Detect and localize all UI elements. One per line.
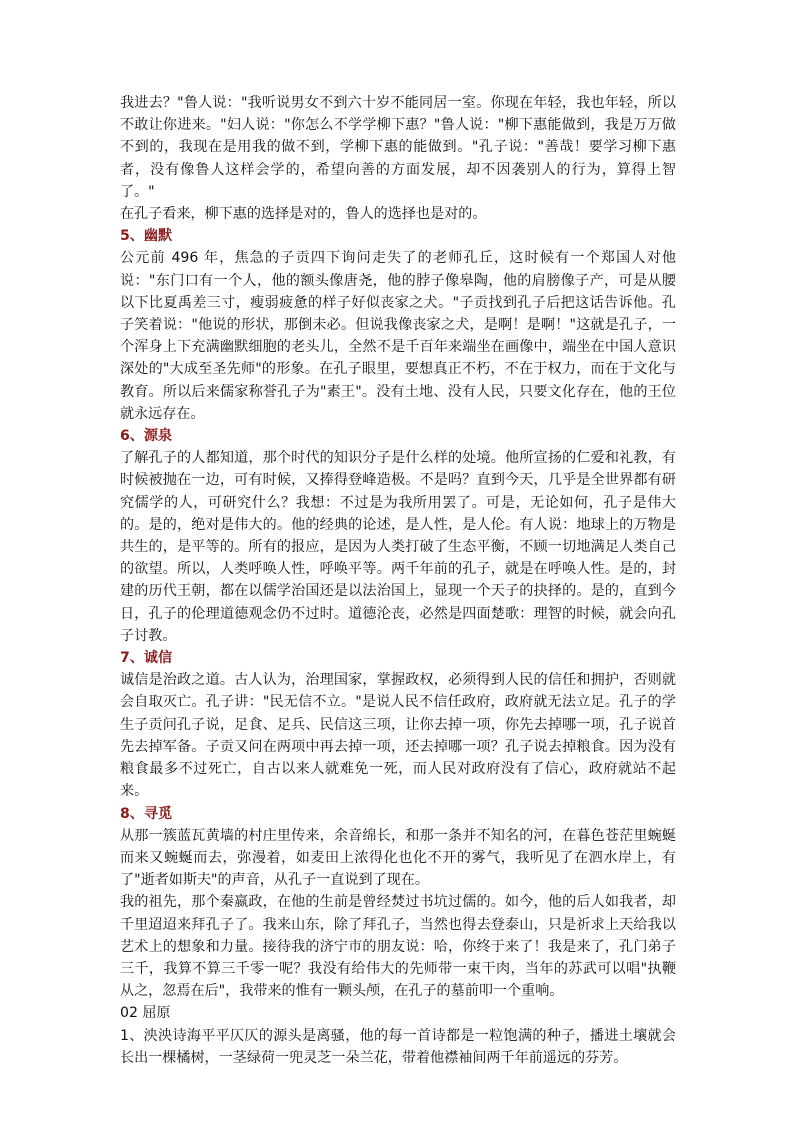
document-body — [120, 92, 676, 1069]
paragraph: 在孔子看来，柳下惠的选择是对的，鲁人的选择也是对的。 — [120, 206, 487, 223]
paragraph: 诚信是治政之道。古人认为，治理国家，掌握政权，必须得到人民的信任和拥护，否则就会自取灭亡。孔子讲："民无信不立。"是说人民不信任政府，政府就无法立足。孔子的学生子贡问孔子说，足食、足兵、民信这三项，让你去掉一项，你先去掉哪一项，孔子说首先去掉军备。子贡又问在两项中再去掉一项，还去掉哪一项？孔子说去掉粮食。因为没有粮食最多不过死亡，自古以来人就难免一死，而人民对政府没有了信心，政府就站不起来。 — [120, 672, 676, 800]
paragraph: 了解孔子的人都知道，那个时代的知识分子是什么样的处境。他所宣扬的仁爱和礼教，有时候被抛在一边，可有时候，又捧得登峰造极。不是吗？直到今天，几乎是全世界都有研究儒学的人，可研究什么？我想：不过是为我所用罢了。可是，无论如何，孔子是伟大的。是的，绝对是伟大的。他的经典的论述，是人性，是人伦。有人说：地球上的万物是共生的，是平等的。所有的报应，是因为人类打破了生态平衡，不顾一切地满足人类自己的欲望。所以，人类呼唤人性，呼唤平等。两千年前的孔子，就是在呼唤人性。是的，封建的历代王朝，都在以儒学治国还是以法治国上，显现一个天子的抉择的。是的，直到今日，孔子的伦理道德观念仍不过时。道德沦丧，必然是四面楚歌：理智的时候，就会向孔子讨教。 — [120, 450, 676, 644]
paragraph: 我进去？"鲁人说："我听说男女不到六十岁不能同居一室。你现在年轻，我也年轻，所以不敢让你进来。"妇人说："你怎么不学学柳下惠？"鲁人说："柳下惠能做到，我是万万做不到的，我现在是用我的做不到，学柳下惠的能做到。"孔子说："善哉！要学习柳下惠者，没有像鲁人这样会学的，希望向善的方面发展，却不因袭别人的行为，算得上智了。" — [120, 95, 676, 200]
section-heading: 5、幽默 — [120, 228, 173, 245]
section-heading: 7、诚信 — [120, 650, 173, 667]
chapter-heading: 02 屈原 — [120, 1005, 171, 1022]
section-heading: 8、寻觅 — [120, 805, 173, 822]
section-heading: 6、源泉 — [120, 428, 173, 445]
paragraph: 1、泱泱诗海平平仄仄的源头是离骚，他的每一首诗都是一粒饱满的种子，播进土壤就会长出一棵橘树，一茎绿荷一兜灵芝一朵兰花，带着他襟袖间两千年前遥远的芬芳。 — [120, 1027, 676, 1066]
paragraph: 我的祖先，那个秦嬴政，在他的生前是曾经焚过书坑过儒的。如今，他的后人如我者，却千里迢迢来拜孔子了。我来山东，除了拜孔子，当然也得去登泰山，只是祈求上天给我以艺术上的想象和力量。接待我的济宁市的朋友说：哈，你终于来了！我是来了，孔门弟子三千，我算不算三千零一呢？我没有给伟大的先师带一束干肉，当年的苏武可以唱"执鞭从之，忽焉在后"，我带来的惟有一颗头颅，在孔子的墓前叩一个重响。 — [120, 894, 676, 1000]
paragraph: 从那一簇蓝瓦黄墙的村庄里传来，余音绵长，和那一条并不知名的河，在暮色苍茫里蜿蜒而来又蜿蜒而去，弥漫着，如麦田上浓得化也化不开的雾气，我听见了在泗水岸上，有了"逝者如斯夫"的声音，从孔子一直说到了现在。 — [120, 827, 676, 889]
paragraph: 公元前 496 年，焦急的子贡四下询问走失了的老师孔丘，这时候有一个郑国人对他说："东门口有一个人，他的额头像唐尧，他的脖子像皋陶，他的肩膀像子产，可是从腰以下比夏禹差三寸，瘦弱疲惫的样子好似丧家之犬。"子贡找到孔子后把这话告诉他。孔子笑着说："他说的形状，那倒未必。但说我像丧家之犬，是啊！是啊！"这就是孔子，一个浑身上下充满幽默细胞的老头儿，全然不是千百年来端坐在画像中，端坐在中国人意识深处的"大成至圣先师"的形象。在孔子眼里，要想真正不朽，不在于权力，而在于文化与教育。所以后来儒家称誉孔子为"素王"。没有土地、没有人民，只要文化存在，他的王位就永远存在。 — [120, 250, 676, 422]
